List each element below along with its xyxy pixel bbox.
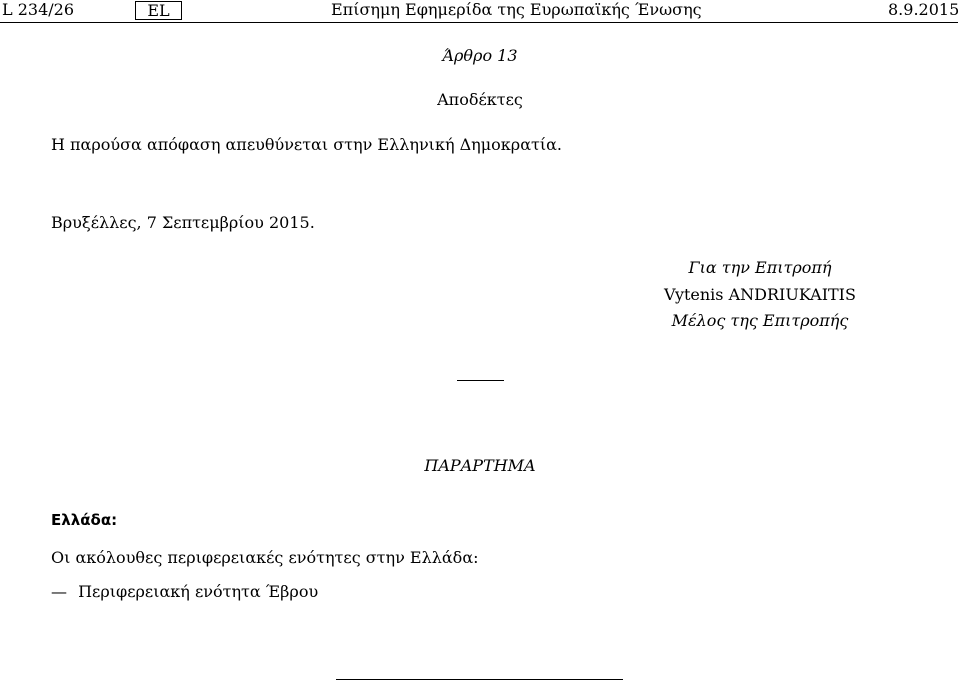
- place-and-date: Βρυξέλλες, 7 Σεπτεμβρίου 2015.: [51, 213, 315, 232]
- list-item-text: Περιφερειακή ενότητα Έβρου: [78, 582, 319, 601]
- for-the-commission: Για την Επιτροπή: [688, 258, 832, 277]
- article-title: Αποδέκτες: [437, 90, 523, 109]
- annex-list-item: [51, 582, 318, 602]
- annex-title: ΠΑΡΑΡΤΗΜΑ: [424, 456, 536, 475]
- section-separator: [457, 380, 504, 381]
- page-reference: L 234/26: [2, 0, 74, 19]
- signatory-name: Vytenis ANDRIUKAITIS: [664, 285, 856, 304]
- publication-date: 8.9.2015: [888, 0, 960, 19]
- annex-intro: Οι ακόλουθες περιφερειακές ενότητες στην Ελλάδα:: [51, 548, 479, 567]
- signatory-role: Μέλος της Επιτροπής: [671, 311, 849, 330]
- list-dash: —: [51, 582, 67, 601]
- journal-title: Επίσημη Εφημερίδα της Ευρωπαϊκής Ένωσης: [331, 0, 702, 19]
- article-number: Άρθρο 13: [442, 46, 518, 65]
- language-badge: EL: [135, 1, 182, 20]
- annex-country-heading: Ελλάδα:: [51, 511, 118, 529]
- article-text: Η παρούσα απόφαση απευθύνεται στην Ελληνική Δημοκρατία.: [51, 135, 563, 154]
- end-of-document-rule: [336, 679, 623, 680]
- header-divider: [0, 22, 958, 23]
